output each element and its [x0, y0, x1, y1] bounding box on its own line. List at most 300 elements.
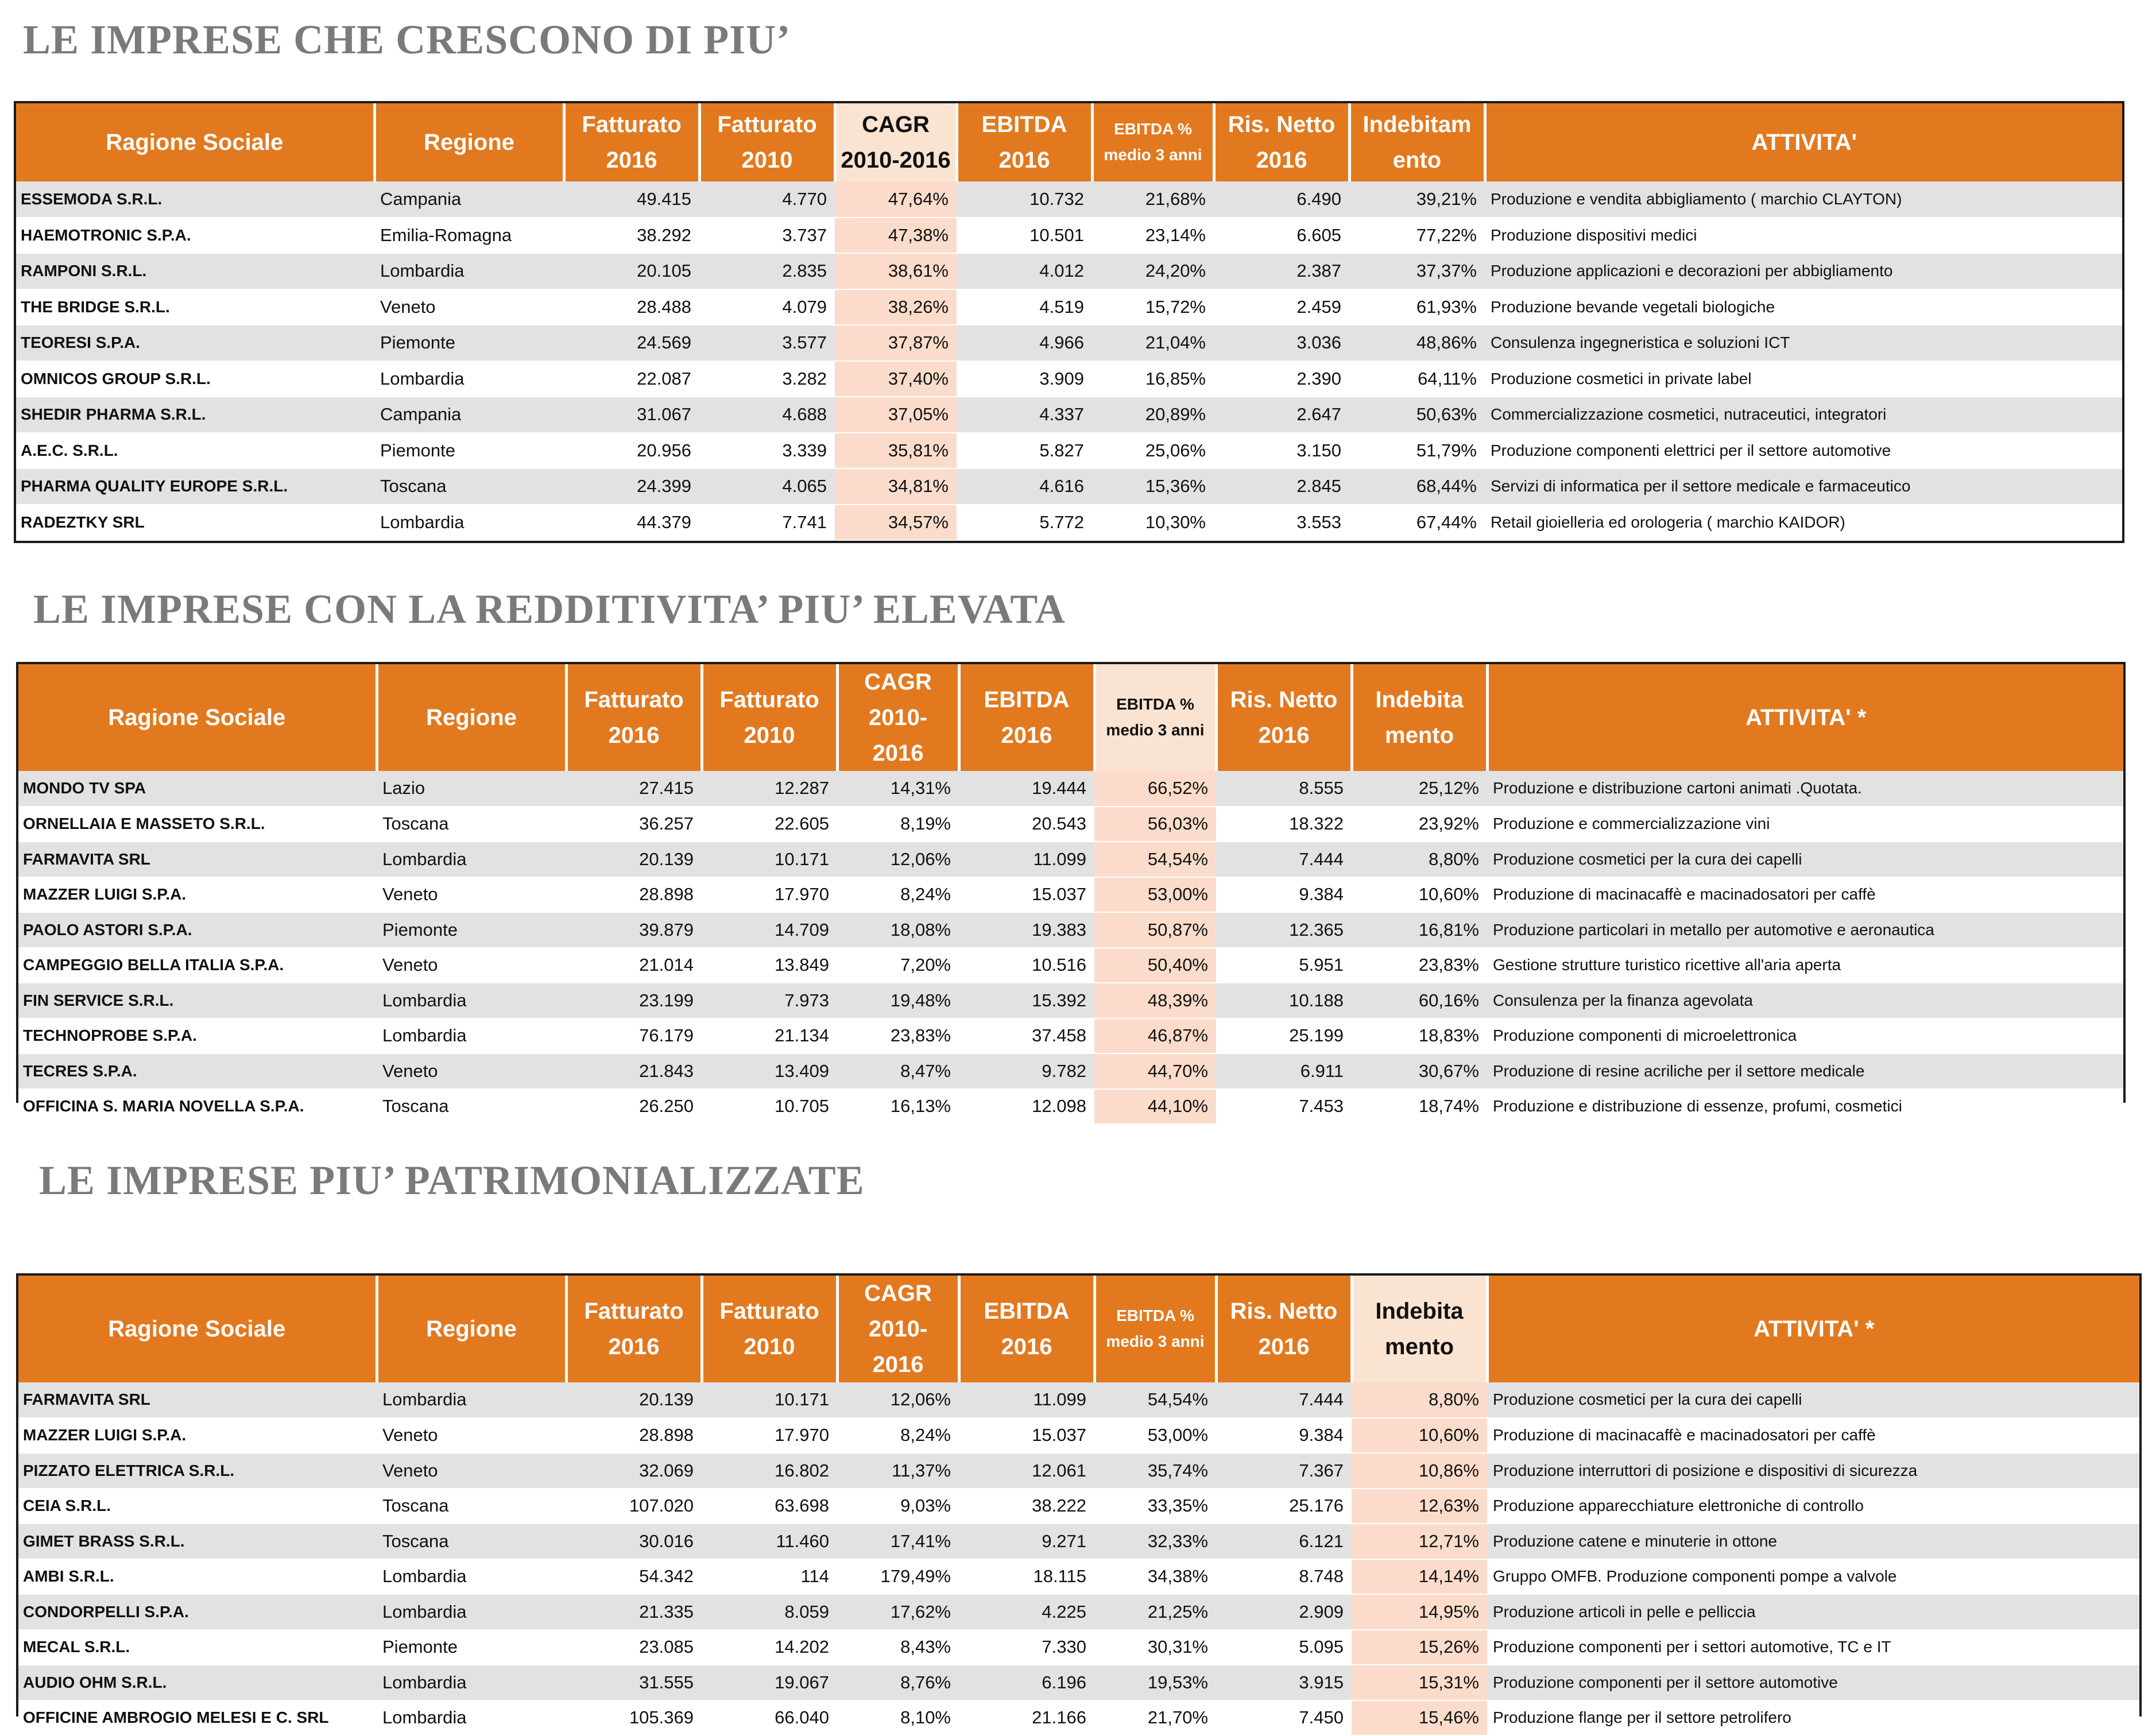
column-header-line: 2016 [872, 741, 924, 766]
cell-ris: 9.384 [1216, 1418, 1352, 1454]
cell-name: PHARMA QUALITY EUROPE S.R.L. [16, 468, 374, 505]
table-row [18, 1018, 2123, 1054]
column-header-line: medio 3 anni [1106, 1332, 1205, 1350]
cell-name: A.E.C. S.R.L. [16, 433, 374, 469]
cell-ris: 7.444 [1216, 842, 1352, 877]
column-header-line: Fatturato [584, 687, 684, 712]
column-header-line: ento [1392, 148, 1442, 173]
cell-act: Produzione componenti per il settore automotive [1487, 1665, 2139, 1700]
cell-f2016: 22.087 [564, 361, 699, 397]
cell-cagr: 34,57% [835, 505, 957, 541]
column-header-attivita: ATTIVITA' * [1487, 1276, 2139, 1382]
cell-f2010: 66.040 [702, 1700, 837, 1736]
column-header-line: Fatturato [717, 112, 817, 137]
cell-cagr: 23,83% [837, 1018, 959, 1054]
column-header-regione: Regione [377, 664, 566, 771]
column-header-fatt2016 [564, 103, 699, 181]
cell-cagr: 8,24% [837, 877, 959, 913]
cell-act: Produzione di macinacaffè e macinadosatori per caffè [1487, 877, 2123, 913]
column-header-indebitamento [1352, 1276, 1487, 1382]
cell-ris: 2.909 [1216, 1594, 1352, 1630]
cell-ebitda: 19.444 [959, 771, 1094, 807]
cell-ebitda: 11.099 [959, 1382, 1094, 1418]
cell-indeb: 8,80% [1352, 1382, 1487, 1418]
cell-name: CAMPEGGIO BELLA ITALIA S.P.A. [18, 948, 377, 983]
cell-f2010: 11.460 [702, 1524, 837, 1559]
cell-indeb: 8,80% [1352, 842, 1487, 877]
cell-indeb: 12,71% [1352, 1524, 1487, 1559]
table-row [18, 983, 2123, 1018]
column-header-risNetto [1214, 103, 1349, 181]
cell-ebitdaPct: 44,10% [1094, 1089, 1216, 1125]
cell-ris: 6.490 [1214, 181, 1349, 218]
cell-indeb: 10,60% [1352, 877, 1487, 913]
cell-ebitda: 18.115 [959, 1559, 1094, 1595]
cell-ebitda: 37.458 [959, 1018, 1094, 1054]
column-header-indebitamento [1352, 664, 1487, 771]
column-header-line: Fatturato [719, 687, 819, 712]
cell-ebitda: 15.037 [959, 877, 1094, 913]
column-header-line: mento [1385, 723, 1454, 748]
column-header-ragione: Ragione Sociale [18, 664, 377, 771]
cell-ebitda: 38.222 [959, 1489, 1094, 1524]
cell-f2010: 3.282 [699, 361, 835, 397]
column-header-line: 2010 [744, 723, 795, 748]
cell-name: SHEDIR PHARMA S.R.L. [16, 397, 374, 433]
table-row [16, 361, 2122, 397]
column-header-line: Ris. Netto [1228, 112, 1336, 137]
cell-region: Lombardia [377, 1382, 566, 1418]
cell-region: Veneto [377, 948, 566, 983]
cell-region: Campania [374, 181, 564, 218]
cell-f2016: 28.488 [564, 289, 699, 326]
table-row [18, 771, 2123, 807]
cell-ris: 7.367 [1216, 1453, 1352, 1489]
cell-ris: 7.450 [1216, 1700, 1352, 1736]
cell-f2010: 4.770 [699, 181, 835, 218]
cell-f2010: 19.067 [702, 1665, 837, 1700]
cell-f2010: 2.835 [699, 253, 835, 289]
column-header-line: 2010-2016 [841, 148, 951, 173]
cell-act: Produzione componenti elettrici per il settore automotive [1485, 433, 2122, 469]
column-header-ragione: Ragione Sociale [18, 1276, 377, 1382]
table-row [18, 912, 2123, 948]
column-header-line: 2016 [872, 1352, 924, 1377]
cell-f2010: 114 [702, 1559, 837, 1595]
column-header-fatt2010 [699, 103, 835, 181]
cell-f2016: 31.067 [564, 397, 699, 433]
cell-f2010: 7.741 [699, 505, 835, 541]
cell-region: Lombardia [374, 253, 564, 289]
cell-f2016: 31.555 [566, 1665, 702, 1700]
cell-ebitdaPct: 54,54% [1094, 1382, 1216, 1418]
cell-indeb: 39,21% [1349, 181, 1485, 218]
cell-f2016: 107.020 [566, 1489, 702, 1524]
cell-ris: 10.188 [1216, 983, 1352, 1018]
data-table [18, 1276, 2139, 1736]
profitability-table [16, 662, 2126, 1117]
cell-ris: 6.605 [1214, 218, 1349, 254]
capitalization-table [16, 1273, 2142, 1728]
cell-cagr: 8,76% [837, 1665, 959, 1700]
cell-indeb: 10,86% [1352, 1453, 1487, 1489]
cell-region: Lombardia [377, 1559, 566, 1595]
cell-ris: 2.390 [1214, 361, 1349, 397]
cell-region: Toscana [377, 1524, 566, 1559]
cell-cagr: 12,06% [837, 842, 959, 877]
cell-f2016: 20.139 [566, 1382, 702, 1418]
column-header-line: EBITDA [984, 1299, 1070, 1324]
cell-name: THE BRIDGE S.R.L. [16, 289, 374, 326]
cell-ebitdaPct: 32,33% [1094, 1524, 1216, 1559]
cell-indeb: 37,37% [1349, 253, 1485, 289]
table-row [16, 289, 2122, 326]
cell-f2016: 26.250 [566, 1089, 702, 1125]
cell-ebitda: 9.271 [959, 1524, 1094, 1559]
cell-name: CONDORPELLI S.P.A. [18, 1594, 377, 1630]
cell-cagr: 17,41% [837, 1524, 959, 1559]
column-header-fatt2010 [702, 664, 837, 771]
cell-name: RADEZTKY SRL [16, 505, 374, 541]
cell-ris: 3.553 [1214, 505, 1349, 541]
column-header-fatt2016 [566, 1276, 702, 1382]
cell-f2016: 21.843 [566, 1053, 702, 1089]
column-header-line: Fatturato [582, 112, 682, 137]
cell-f2010: 4.065 [699, 468, 835, 505]
cell-region: Lombardia [377, 842, 566, 877]
cell-f2010: 7.973 [702, 983, 837, 1018]
cell-f2010: 3.577 [699, 325, 835, 361]
cell-indeb: 51,79% [1349, 433, 1485, 469]
cell-f2010: 16.802 [702, 1453, 837, 1489]
column-header-line: Ris. Netto [1230, 1299, 1338, 1324]
column-header-fatt2010 [702, 1276, 837, 1382]
cell-ris: 2.459 [1214, 289, 1349, 326]
cell-f2016: 28.898 [566, 877, 702, 913]
cell-name: HAEMOTRONIC S.P.A. [16, 218, 374, 254]
cell-name: TECHNOPROBE S.P.A. [18, 1018, 377, 1054]
cell-f2010: 14.202 [702, 1630, 837, 1665]
column-header-regione: Regione [374, 103, 564, 181]
cell-f2010: 14.709 [702, 912, 837, 948]
cell-cagr: 8,19% [837, 807, 959, 842]
cell-region: Piemonte [374, 325, 564, 361]
cell-act: Produzione di macinacaffè e macinadosatori per caffè [1487, 1418, 2139, 1454]
cell-act: Produzione cosmetici in private label [1485, 361, 2122, 397]
column-header-line: CAGR [862, 112, 930, 137]
cell-f2016: 28.898 [566, 1418, 702, 1454]
table-row [16, 181, 2122, 218]
cell-name: AMBI S.R.L. [18, 1559, 377, 1595]
column-header-line: 2016 [1001, 1334, 1052, 1359]
cell-f2016: 30.016 [566, 1524, 702, 1559]
cell-ebitda: 15.037 [959, 1418, 1094, 1454]
cell-f2016: 105.369 [566, 1700, 702, 1736]
cell-name: TEORESI S.P.A. [16, 325, 374, 361]
cell-ebitda: 15.392 [959, 983, 1094, 1018]
cell-f2010: 17.970 [702, 1418, 837, 1454]
cell-ris: 25.199 [1216, 1018, 1352, 1054]
column-header-ebitdaPct [1094, 1276, 1216, 1382]
column-header-line: Indebitam [1363, 112, 1472, 137]
cell-f2016: 20.105 [564, 253, 699, 289]
cell-ebitda: 4.966 [957, 325, 1092, 361]
cell-ebitdaPct: 33,35% [1094, 1489, 1216, 1524]
cell-ebitdaPct: 21,25% [1094, 1594, 1216, 1630]
cell-region: Toscana [377, 1089, 566, 1125]
cell-region: Veneto [377, 1418, 566, 1454]
column-header-regione: Regione [377, 1276, 566, 1382]
cell-name: ESSEMODA S.R.L. [16, 181, 374, 218]
cell-name: MONDO TV SPA [18, 771, 377, 807]
cell-ebitdaPct: 50,40% [1094, 948, 1216, 983]
cell-f2016: 21.335 [566, 1594, 702, 1630]
table-row [18, 1053, 2123, 1089]
cell-act: Produzione cosmetici per la cura dei capelli [1487, 1382, 2139, 1418]
cell-ris: 18.322 [1216, 807, 1352, 842]
cell-ris: 6.911 [1216, 1053, 1352, 1089]
column-header-risNetto [1216, 664, 1352, 771]
cell-ebitda: 5.772 [957, 505, 1092, 541]
cell-ris: 8.748 [1216, 1559, 1352, 1595]
cell-f2010: 63.698 [702, 1489, 837, 1524]
cell-act: Produzione applicazioni e decorazioni per abbigliamento [1485, 253, 2122, 289]
cell-f2016: 36.257 [566, 807, 702, 842]
cell-indeb: 16,81% [1352, 912, 1487, 948]
cell-region: Veneto [377, 877, 566, 913]
column-header-line: medio 3 anni [1104, 146, 1202, 164]
cell-region: Toscana [377, 1489, 566, 1524]
cell-region: Piemonte [374, 433, 564, 469]
cell-act: Produzione cosmetici per la cura dei capelli [1487, 842, 2123, 877]
column-header-line: 2016 [608, 1334, 660, 1359]
cell-ebitdaPct: 44,70% [1094, 1053, 1216, 1089]
cell-region: Lombardia [377, 983, 566, 1018]
cell-ris: 5.095 [1216, 1630, 1352, 1665]
column-header-ebitdaPct [1092, 103, 1214, 181]
cell-cagr: 16,13% [837, 1089, 959, 1125]
cell-indeb: 77,22% [1349, 218, 1485, 254]
column-header-line: Fatturato [584, 1299, 684, 1324]
cell-ebitdaPct: 48,39% [1094, 983, 1216, 1018]
cell-region: Campania [374, 397, 564, 433]
table-row [18, 1665, 2139, 1700]
cell-f2016: 54.342 [566, 1559, 702, 1595]
cell-cagr: 37,87% [835, 325, 957, 361]
column-header-line: EBITDA % [1116, 1307, 1194, 1325]
cell-ebitda: 4.519 [957, 289, 1092, 326]
cell-indeb: 14,95% [1352, 1594, 1487, 1630]
cell-act: Servizi di informatica per il settore medicale e farmaceutico [1485, 468, 2122, 505]
cell-cagr: 38,61% [835, 253, 957, 289]
cell-f2016: 21.014 [566, 948, 702, 983]
cell-ebitda: 4.616 [957, 468, 1092, 505]
cell-f2016: 24.569 [564, 325, 699, 361]
cell-f2010: 10.705 [702, 1089, 837, 1125]
cell-f2010: 17.970 [702, 877, 837, 913]
cell-indeb: 10,60% [1352, 1418, 1487, 1454]
column-header-line: 2010 [744, 1334, 795, 1359]
column-header-cagr [837, 664, 959, 771]
cell-act: Produzione e vendita abbigliamento ( marchio CLAYTON) [1485, 181, 2122, 218]
cell-indeb: 15,46% [1352, 1700, 1487, 1736]
cell-region: Veneto [374, 289, 564, 326]
cell-name: MECAL S.R.L. [18, 1630, 377, 1665]
cell-ebitda: 10.732 [957, 181, 1092, 218]
cell-act: Produzione e distribuzione di essenze, profumi, cosmetici [1487, 1089, 2123, 1125]
cell-ebitda: 21.166 [959, 1700, 1094, 1736]
cell-cagr: 12,06% [837, 1382, 959, 1418]
cell-cagr: 19,48% [837, 983, 959, 1018]
cell-ebitda: 3.909 [957, 361, 1092, 397]
cell-indeb: 14,14% [1352, 1559, 1487, 1595]
cell-f2010: 8.059 [702, 1594, 837, 1630]
cell-name: PAOLO ASTORI S.P.A. [18, 912, 377, 948]
column-header-line: EBITDA [984, 687, 1070, 712]
cell-act: Gruppo OMFB. Produzione componenti pompe a valvole [1487, 1559, 2139, 1595]
cell-f2016: 23.085 [566, 1630, 702, 1665]
table-row [18, 948, 2123, 983]
cell-act: Consulenza ingegneristica e soluzioni ICT [1485, 325, 2122, 361]
cell-act: Gestione strutture turistico ricettive all'aria aperta [1487, 948, 2123, 983]
column-header-ebitda [959, 1276, 1094, 1382]
cell-ebitdaPct: 53,00% [1094, 1418, 1216, 1454]
table-row [18, 1418, 2139, 1454]
table-row [16, 253, 2122, 289]
cell-ebitdaPct: 54,54% [1094, 842, 1216, 877]
table-row [16, 505, 2122, 541]
cell-indeb: 48,86% [1349, 325, 1485, 361]
cell-cagr: 8,24% [837, 1418, 959, 1454]
cell-name: OFFICINE AMBROGIO MELESI E C. SRL [18, 1700, 377, 1736]
table-row [18, 1559, 2139, 1595]
cell-act: Retail gioielleria ed orologeria ( marchio KAIDOR) [1485, 505, 2122, 541]
column-header-line: Fatturato [719, 1299, 819, 1324]
cell-region: Lombardia [377, 1700, 566, 1736]
cell-f2010: 13.409 [702, 1053, 837, 1089]
section-title-profitability: LE IMPRESE CON LA REDDITIVITA’ PIU’ ELEVATA [33, 586, 1066, 632]
cell-indeb: 15,26% [1352, 1630, 1487, 1665]
cell-act: Produzione componenti per i settori automotive, TC e IT [1487, 1630, 2139, 1665]
cell-name: FARMAVITA SRL [18, 1382, 377, 1418]
cell-f2016: 44.379 [564, 505, 699, 541]
cell-f2010: 4.079 [699, 289, 835, 326]
cell-ebitda: 4.225 [959, 1594, 1094, 1630]
cell-ebitda: 10.501 [957, 218, 1092, 254]
column-header-cagr [835, 103, 957, 181]
table-row [16, 325, 2122, 361]
cell-ebitdaPct: 66,52% [1094, 771, 1216, 807]
cell-ebitdaPct: 25,06% [1092, 433, 1214, 469]
cell-act: Produzione flange per il settore petrolifero [1487, 1700, 2139, 1736]
table-row [18, 1489, 2139, 1524]
cell-act: Produzione componenti di microelettronica [1487, 1018, 2123, 1054]
cell-act: Produzione catene e minuterie in ottone [1487, 1524, 2139, 1559]
data-table [16, 103, 2122, 541]
cell-f2016: 49.415 [564, 181, 699, 218]
cell-indeb: 60,16% [1352, 983, 1487, 1018]
cell-region: Toscana [374, 468, 564, 505]
cell-cagr: 18,08% [837, 912, 959, 948]
cell-region: Toscana [377, 807, 566, 842]
table-row [18, 842, 2123, 877]
cell-ebitdaPct: 15,36% [1092, 468, 1214, 505]
cell-ebitda: 12.061 [959, 1453, 1094, 1489]
column-header-line: 2016 [608, 723, 660, 748]
cell-ebitdaPct: 21,68% [1092, 181, 1214, 218]
cell-cagr: 179,49% [837, 1559, 959, 1595]
cell-region: Veneto [377, 1053, 566, 1089]
table-row [18, 1630, 2139, 1665]
cell-region: Emilia-Romagna [374, 218, 564, 254]
table-row [16, 433, 2122, 469]
column-header-fatt2016 [566, 664, 702, 771]
cell-ebitdaPct: 23,14% [1092, 218, 1214, 254]
cell-ebitdaPct: 15,72% [1092, 289, 1214, 326]
column-header-line: CAGR 2010- [864, 669, 932, 730]
cell-indeb: 15,31% [1352, 1665, 1487, 1700]
column-header-line: Indebita [1375, 1299, 1464, 1324]
cell-ris: 9.384 [1216, 877, 1352, 913]
cell-act: Commercializzazione cosmetici, nutraceutici, integratori [1485, 397, 2122, 433]
cell-region: Lombardia [377, 1594, 566, 1630]
cell-cagr: 7,20% [837, 948, 959, 983]
cell-cagr: 17,62% [837, 1594, 959, 1630]
cell-indeb: 18,83% [1352, 1018, 1487, 1054]
cell-cagr: 34,81% [835, 468, 957, 505]
cell-ris: 2.387 [1214, 253, 1349, 289]
cell-region: Lombardia [377, 1018, 566, 1054]
cell-cagr: 47,64% [835, 181, 957, 218]
table-row [16, 397, 2122, 433]
cell-indeb: 23,92% [1352, 807, 1487, 842]
cell-region: Lombardia [374, 361, 564, 397]
column-header-line: 2016 [998, 148, 1050, 173]
section-title-capitalization: LE IMPRESE PIU’ PATRIMONIALIZZATE [39, 1157, 865, 1203]
cell-name: ORNELLAIA E MASSETO S.R.L. [18, 807, 377, 842]
column-header-line: 2016 [1258, 1334, 1310, 1359]
cell-f2010: 13.849 [702, 948, 837, 983]
column-header-line: EBITDA % [1116, 695, 1194, 714]
cell-cagr: 8,10% [837, 1700, 959, 1736]
cell-act: Produzione di resine acriliche per il settore medicale [1487, 1053, 2123, 1089]
cell-ebitda: 19.383 [959, 912, 1094, 948]
cell-ebitda: 10.516 [959, 948, 1094, 983]
column-header-risNetto [1216, 1276, 1352, 1382]
growth-table [14, 101, 2124, 543]
cell-ebitdaPct: 30,31% [1094, 1630, 1216, 1665]
cell-act: Produzione apparecchiature elettroniche di controllo [1487, 1489, 2139, 1524]
cell-ebitdaPct: 53,00% [1094, 877, 1216, 913]
cell-ebitdaPct: 56,03% [1094, 807, 1216, 842]
table-row [18, 1594, 2139, 1630]
cell-ebitda: 7.330 [959, 1630, 1094, 1665]
cell-ebitdaPct: 21,70% [1094, 1700, 1216, 1736]
cell-indeb: 12,63% [1352, 1489, 1487, 1524]
cell-indeb: 64,11% [1349, 361, 1485, 397]
cell-ebitda: 11.099 [959, 842, 1094, 877]
cell-ebitda: 9.782 [959, 1053, 1094, 1089]
cell-ris: 5.951 [1216, 948, 1352, 983]
cell-cagr: 11,37% [837, 1453, 959, 1489]
column-header-ebitda [959, 664, 1094, 771]
cell-cagr: 8,47% [837, 1053, 959, 1089]
cell-act: Produzione interruttori di posizione e dispositivi di sicurezza [1487, 1453, 2139, 1489]
table-row [18, 807, 2123, 842]
cell-name: CEIA S.R.L. [18, 1489, 377, 1524]
cell-ebitdaPct: 50,87% [1094, 912, 1216, 948]
cell-ebitda: 4.012 [957, 253, 1092, 289]
